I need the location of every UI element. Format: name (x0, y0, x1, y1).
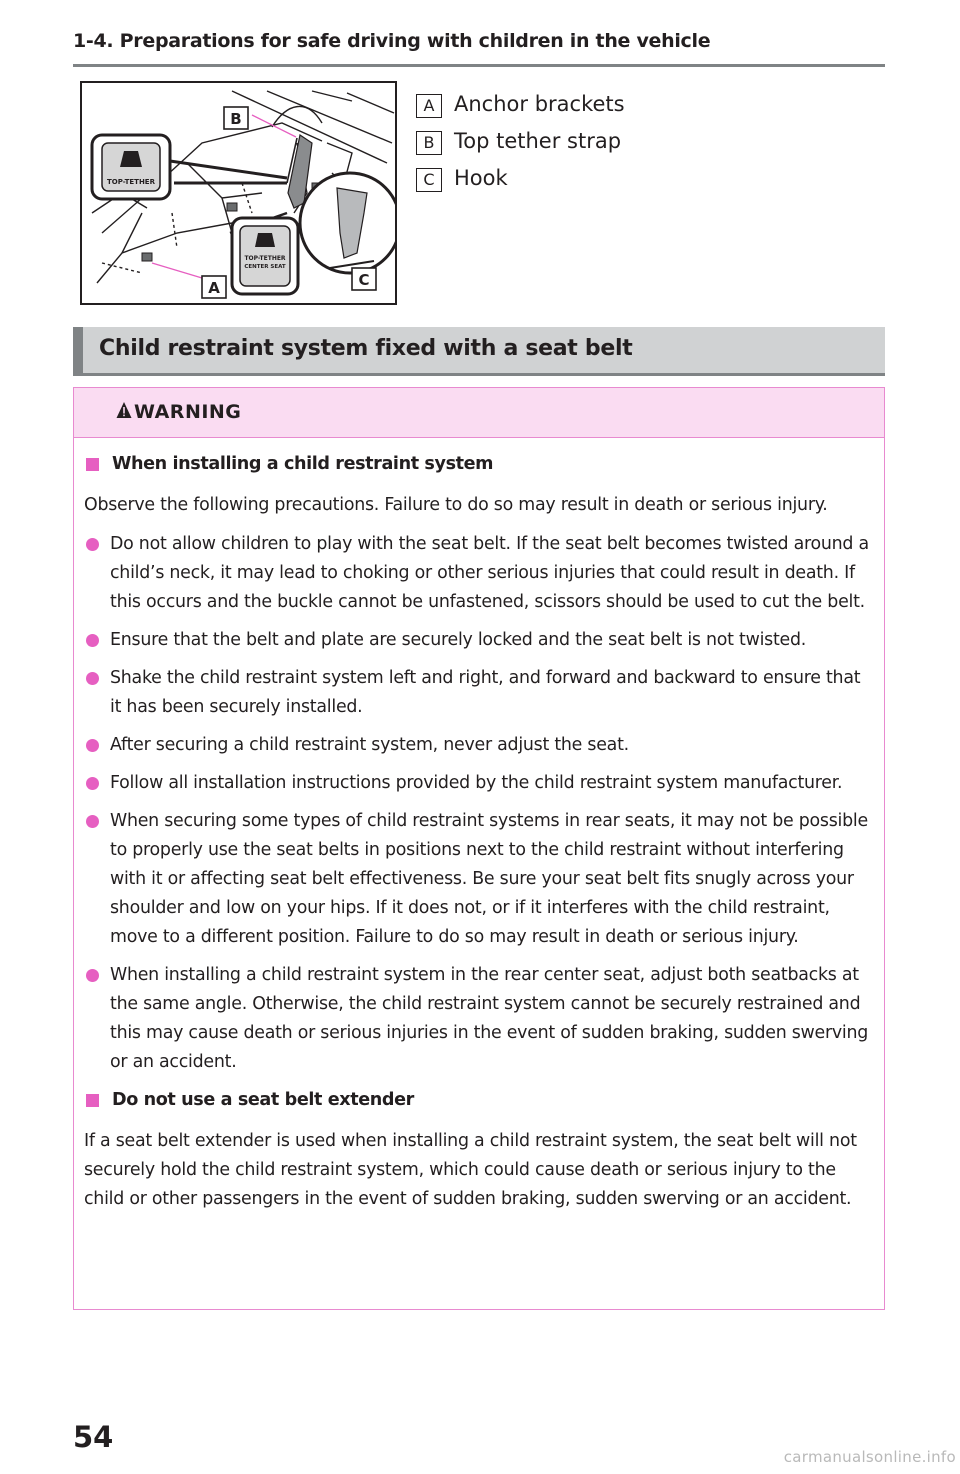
circle-bullet-icon (86, 739, 99, 752)
bullet-text: Shake the child restraint system left and right, and forward and backward to ensure that it has been securely installed. (110, 668, 861, 717)
header-rule (73, 64, 885, 67)
section-header: 1-4. Preparations for safe driving with children in the vehicle (73, 30, 711, 52)
top-tether-badge-label: TOP-TETHER (107, 178, 155, 186)
subhead-text: When installing a child restraint system (112, 454, 494, 474)
list-item (84, 961, 874, 1077)
legend-text: Top tether strap (454, 129, 622, 153)
circle-bullet-icon (86, 672, 99, 685)
callout-a: A (208, 279, 220, 297)
list-item (84, 731, 874, 760)
center-seat-badge-label-2: CENTER SEAT (244, 264, 286, 270)
subhead-text: Do not use a seat belt extender (112, 1090, 414, 1110)
rear-seat-drawing (82, 83, 395, 303)
warning-intro: Observe the following precautions. Failure to do so may result in death or serious injury. (84, 495, 828, 515)
legend-text: Anchor brackets (454, 92, 625, 116)
square-bullet-icon (86, 458, 99, 471)
legend-text: Hook (454, 166, 508, 190)
legend-letter: C (416, 168, 442, 192)
list-item (84, 807, 874, 952)
warning-subhead (84, 1086, 874, 1115)
circle-bullet-icon (86, 777, 99, 790)
watermark: carmanualsonline.info (783, 1448, 956, 1466)
circle-bullet-icon (86, 634, 99, 647)
circle-bullet-icon (86, 969, 99, 982)
page-number: 54 (73, 1420, 114, 1454)
warning-closing: If a seat belt extender is used when installing a child restraint system, the seat belt will not securely hold the child restraint system, which could cause death or serious injury to the child or other passengers in the event of sudden braking, sudden swerving or an accident. (84, 1131, 857, 1209)
callout-c: C (358, 271, 370, 289)
warning-subhead (84, 450, 874, 479)
list-item (84, 530, 874, 617)
list-item (84, 664, 874, 722)
section-title: Child restraint system fixed with a seat belt (99, 336, 633, 361)
warning-box (73, 387, 885, 1310)
bullet-text: When securing some types of child restraint systems in rear seats, it may not be possible to properly use the seat belts in positions next to the child restraint without interfering with it or affecting seat belt effectiveness. Be sure your seat belt fits snugly across your shoulder and low on your hips. If it does not, or if it interferes with the child restraint, move to a different position. Failure to do so may result in death or serious injury. (110, 811, 868, 947)
circle-bullet-icon (86, 538, 99, 551)
warning-label: WARNING (134, 401, 242, 423)
bullet-text: After securing a child restraint system, never adjust the seat. (110, 735, 629, 755)
square-bullet-icon (86, 1094, 99, 1107)
legend-letter: B (416, 131, 442, 155)
circle-bullet-icon (86, 815, 99, 828)
bullet-text: Do not allow children to play with the seat belt. If the seat belt becomes twisted around a child’s neck, it may lead to choking or other serious injuries that could result in death. If this occurs and the buckle cannot be unfastened, scissors should be used to cut the belt. (110, 534, 869, 612)
bullet-text: Ensure that the belt and plate are securely locked and the seat belt is not twisted. (110, 630, 807, 650)
section-title-bar (73, 327, 885, 376)
center-seat-badge-label-1: TOP-TETHER (244, 255, 286, 262)
list-item (84, 626, 874, 655)
legend-letter: A (416, 94, 442, 118)
callout-b: B (230, 110, 242, 128)
bullet-text: Follow all installation instructions provided by the child restraint system manufacturer. (110, 773, 843, 793)
warning-triangle-icon (116, 401, 132, 421)
warning-header (74, 388, 884, 438)
anchor-illustration (80, 81, 397, 305)
list-item (84, 769, 874, 798)
warning-body (84, 450, 874, 1224)
bullet-text: When installing a child restraint system in the rear center seat, adjust both seatbacks at the same angle. Otherwise, the child restraint system cannot be securely restrained and this may cause death or serious injuries in the event of sudden braking, sudden swerving or an accident. (110, 965, 869, 1072)
